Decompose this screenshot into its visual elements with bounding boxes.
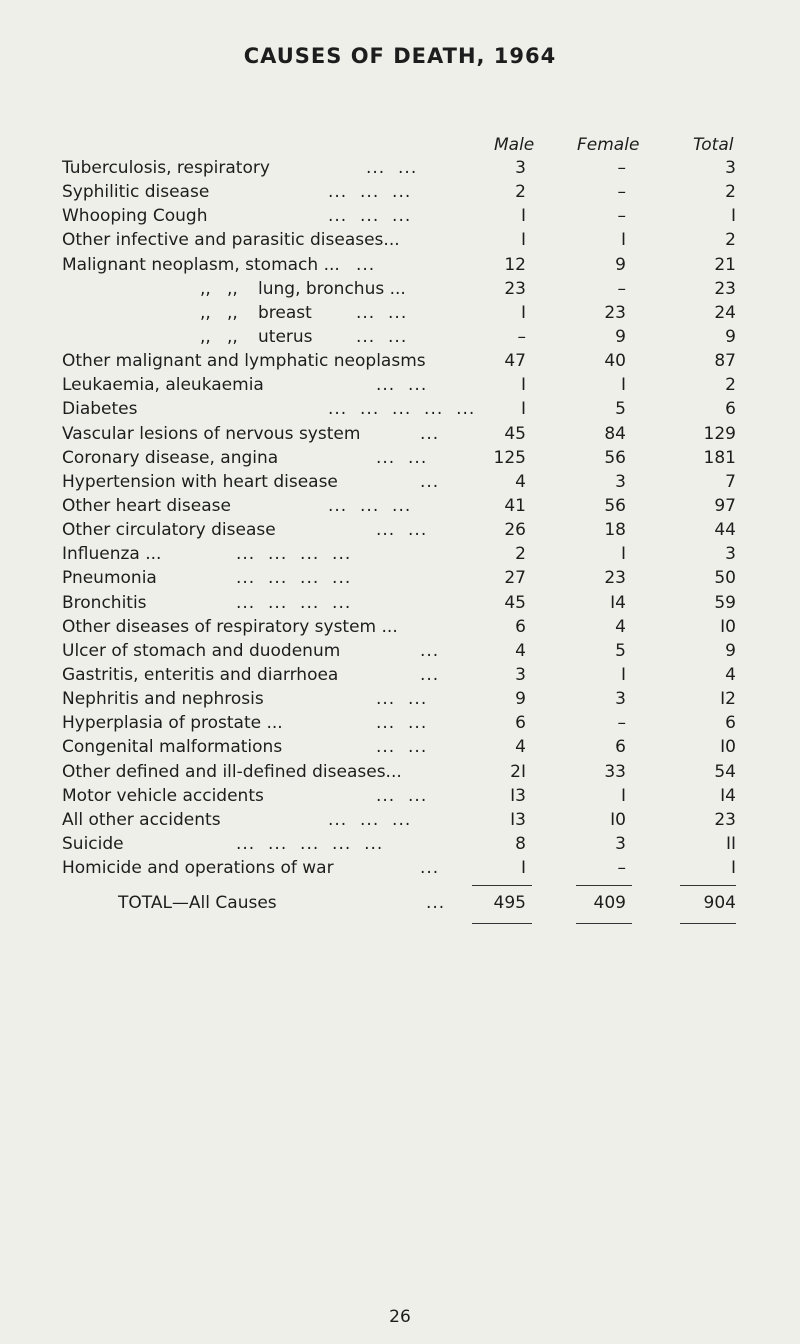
total-value: 23 bbox=[714, 278, 736, 299]
cause-label: Other malignant and lymphatic neoplasms bbox=[62, 351, 426, 372]
cause-label: Malignant neoplasm, stomach ... bbox=[62, 254, 340, 275]
male-value: I bbox=[520, 230, 526, 251]
male-value: 3 bbox=[515, 158, 526, 178]
cause-label: uterus bbox=[258, 326, 313, 347]
female-total-rule-bottom bbox=[576, 923, 632, 924]
leader-dots: ... bbox=[420, 664, 440, 685]
total-value: 21 bbox=[714, 254, 736, 275]
total-female: 409 bbox=[593, 893, 626, 913]
cause-label: Vascular lesions of nervous system bbox=[62, 423, 361, 444]
total-value: I bbox=[730, 858, 736, 879]
total-value: 9 bbox=[725, 640, 736, 661]
total-value: I0 bbox=[720, 616, 736, 637]
male-value: 26 bbox=[504, 520, 526, 541]
female-value: 3 bbox=[615, 689, 626, 710]
female-value: – bbox=[617, 206, 626, 227]
male-value: 2 bbox=[515, 544, 526, 565]
female-value: 33 bbox=[604, 761, 626, 782]
table-row bbox=[0, 760, 800, 784]
column-header-total: Total bbox=[693, 135, 734, 155]
female-value: I bbox=[620, 544, 626, 565]
table-row bbox=[0, 397, 800, 421]
female-value: 18 bbox=[604, 520, 626, 541]
table-row bbox=[0, 856, 800, 880]
total-value: 7 bbox=[725, 471, 736, 492]
table-row bbox=[0, 615, 800, 639]
female-value: 5 bbox=[615, 640, 626, 661]
total-value: 54 bbox=[714, 761, 736, 782]
cause-label: Syphilitic disease bbox=[62, 182, 210, 203]
female-value: 5 bbox=[615, 399, 626, 420]
male-value: I bbox=[520, 206, 526, 227]
total-value: 59 bbox=[714, 592, 736, 613]
female-value: 56 bbox=[604, 447, 626, 468]
male-value: 3 bbox=[515, 664, 526, 685]
male-value: I bbox=[520, 302, 526, 323]
female-value: 23 bbox=[604, 302, 626, 323]
leader-dots: ... ... ... ... bbox=[236, 568, 352, 589]
table-row bbox=[0, 446, 800, 470]
leader-dots: ... ... bbox=[376, 520, 428, 541]
leader-dots: ... ... bbox=[376, 447, 428, 468]
leader-dots: ... ... bbox=[356, 326, 408, 347]
male-value: 45 bbox=[504, 423, 526, 444]
table-row bbox=[0, 639, 800, 663]
causes-table bbox=[0, 156, 800, 880]
table-row bbox=[0, 591, 800, 615]
female-value: 56 bbox=[604, 495, 626, 516]
female-value: 23 bbox=[604, 568, 626, 589]
cause-label: Suicide bbox=[62, 833, 124, 854]
table-row bbox=[0, 349, 800, 373]
male-value: I bbox=[520, 399, 526, 420]
column-header-male: Male bbox=[494, 135, 535, 155]
total-value: 2 bbox=[725, 182, 736, 203]
cause-label: breast bbox=[258, 302, 312, 323]
column-header-female: Female bbox=[577, 135, 640, 155]
leader-dots: ... ... ... bbox=[328, 182, 412, 203]
table-row bbox=[0, 566, 800, 590]
male-value: 45 bbox=[504, 592, 526, 613]
male-value: I bbox=[520, 375, 526, 396]
page-title: CAUSES OF DEATH, 1964 bbox=[243, 44, 557, 68]
cause-label: All other accidents bbox=[62, 809, 221, 830]
leader-dots: ... ... ... ... bbox=[236, 544, 352, 565]
ditto-mark: ,, ,, bbox=[200, 326, 238, 347]
total-value: 6 bbox=[725, 399, 736, 420]
table-row bbox=[0, 180, 800, 204]
male-value: – bbox=[517, 326, 526, 347]
table-row bbox=[0, 253, 800, 277]
total-value: I0 bbox=[720, 737, 736, 758]
cause-label: Homicide and operations of war bbox=[62, 858, 334, 879]
leader-dots: ... bbox=[420, 640, 440, 661]
total-value: 181 bbox=[703, 447, 736, 468]
leader-dots: ... ... bbox=[376, 737, 428, 758]
total-value: I2 bbox=[720, 689, 736, 710]
table-row bbox=[0, 808, 800, 832]
cause-label: Other infective and parasitic diseases... bbox=[62, 230, 400, 251]
cause-label: Hyperplasia of prostate ... bbox=[62, 713, 283, 734]
table-row bbox=[0, 325, 800, 349]
female-value: – bbox=[617, 182, 626, 203]
cause-label: Other heart disease bbox=[62, 495, 231, 516]
leader-dots: ... bbox=[420, 471, 440, 492]
table-row bbox=[0, 301, 800, 325]
table-row bbox=[0, 542, 800, 566]
leader-dots: ... ... ... ... ... bbox=[236, 833, 384, 854]
female-value: I bbox=[620, 375, 626, 396]
female-value: 9 bbox=[615, 254, 626, 275]
cause-label: lung, bronchus ... bbox=[258, 278, 406, 299]
ditto-mark: ,, ,, bbox=[200, 278, 238, 299]
total-dots: ... bbox=[426, 893, 446, 913]
male-value: 4 bbox=[515, 471, 526, 492]
male-value: 41 bbox=[504, 495, 526, 516]
male-value: 12 bbox=[504, 254, 526, 275]
cause-label: Diabetes bbox=[62, 399, 138, 420]
cause-label: Tuberculosis, respiratory bbox=[62, 158, 270, 178]
leader-dots: ... ... ... bbox=[328, 206, 412, 227]
female-value: – bbox=[617, 278, 626, 299]
cause-label: Other circulatory disease bbox=[62, 520, 276, 541]
table-row bbox=[0, 784, 800, 808]
total-value: 3 bbox=[725, 158, 736, 178]
leader-dots: ... ... ... ... ... bbox=[328, 399, 476, 420]
male-value: I bbox=[520, 858, 526, 879]
total-value: 97 bbox=[714, 495, 736, 516]
male-value: 27 bbox=[504, 568, 526, 589]
total-row bbox=[0, 888, 800, 918]
female-value: I4 bbox=[610, 592, 626, 613]
table-row bbox=[0, 156, 800, 180]
female-value: 9 bbox=[615, 326, 626, 347]
table-row bbox=[0, 832, 800, 856]
cause-label: Leukaemia, aleukaemia bbox=[62, 375, 264, 396]
cause-label: Whooping Cough bbox=[62, 206, 208, 227]
male-value: 8 bbox=[515, 833, 526, 854]
total-value: 2 bbox=[725, 230, 736, 251]
cause-label: Gastritis, enteritis and diarrhoea bbox=[62, 664, 339, 685]
leader-dots: ... ... bbox=[376, 689, 428, 710]
male-total-rule-top bbox=[472, 885, 532, 886]
table-row bbox=[0, 518, 800, 542]
total-value: 44 bbox=[714, 520, 736, 541]
female-value: 4 bbox=[615, 616, 626, 637]
female-value: 6 bbox=[615, 737, 626, 758]
female-total-rule-top bbox=[576, 885, 632, 886]
total-total: 904 bbox=[703, 893, 736, 913]
female-value: 3 bbox=[615, 833, 626, 854]
male-value: 9 bbox=[515, 689, 526, 710]
female-value: 84 bbox=[604, 423, 626, 444]
leader-dots: ... ... bbox=[376, 785, 428, 806]
table-row bbox=[0, 687, 800, 711]
leader-dots: ... ... bbox=[366, 158, 418, 178]
leader-dots: ... bbox=[420, 858, 440, 879]
total-value: 2 bbox=[725, 375, 736, 396]
ditto-mark: ,, ,, bbox=[200, 302, 238, 323]
total-value: I bbox=[730, 206, 736, 227]
female-value: 40 bbox=[604, 351, 626, 372]
total-value: 3 bbox=[725, 544, 736, 565]
male-value: 125 bbox=[493, 447, 526, 468]
table-row bbox=[0, 711, 800, 735]
male-value: I3 bbox=[510, 809, 526, 830]
leader-dots: ... ... bbox=[356, 302, 408, 323]
cause-label: Nephritis and nephrosis bbox=[62, 689, 264, 710]
total-value: 24 bbox=[714, 302, 736, 323]
female-value: – bbox=[617, 158, 626, 178]
male-value: 4 bbox=[515, 640, 526, 661]
leader-dots: ... ... bbox=[376, 713, 428, 734]
female-value: I bbox=[620, 785, 626, 806]
total-value: 23 bbox=[714, 809, 736, 830]
total-value: 6 bbox=[725, 713, 736, 734]
total-value: II bbox=[725, 833, 736, 854]
male-value: 4 bbox=[515, 737, 526, 758]
table-row bbox=[0, 470, 800, 494]
leader-dots: ... ... bbox=[376, 375, 428, 396]
table-row bbox=[0, 494, 800, 518]
male-value: 23 bbox=[504, 278, 526, 299]
male-value: 2 bbox=[515, 182, 526, 203]
cause-label: Coronary disease, angina bbox=[62, 447, 279, 468]
total-value: 9 bbox=[725, 326, 736, 347]
female-value: I bbox=[620, 664, 626, 685]
male-value: 47 bbox=[504, 351, 526, 372]
female-value: I bbox=[620, 230, 626, 251]
table-row bbox=[0, 204, 800, 228]
male-value: 6 bbox=[515, 616, 526, 637]
cause-label: Motor vehicle accidents bbox=[62, 785, 264, 806]
cause-label: Other defined and ill-defined diseases... bbox=[62, 761, 402, 782]
page-number: 26 bbox=[389, 1307, 411, 1327]
cause-label: Other diseases of respiratory system ... bbox=[62, 616, 398, 637]
total-value: I4 bbox=[720, 785, 736, 806]
table-row bbox=[0, 735, 800, 759]
leader-dots: ... bbox=[420, 423, 440, 444]
female-value: I0 bbox=[610, 809, 626, 830]
cause-label: Ulcer of stomach and duodenum bbox=[62, 640, 341, 661]
male-value: I3 bbox=[510, 785, 526, 806]
male-value: 2I bbox=[510, 761, 526, 782]
total-value: 129 bbox=[703, 423, 736, 444]
male-value: 6 bbox=[515, 713, 526, 734]
cause-label: Influenza ... bbox=[62, 544, 162, 565]
table-row bbox=[0, 277, 800, 301]
cause-label: Bronchitis bbox=[62, 592, 147, 613]
cause-label: Hypertension with heart disease bbox=[62, 471, 338, 492]
leader-dots: ... ... ... bbox=[328, 809, 412, 830]
female-value: – bbox=[617, 713, 626, 734]
total-value: 50 bbox=[714, 568, 736, 589]
total-total-rule-bottom bbox=[680, 923, 736, 924]
table-row bbox=[0, 422, 800, 446]
table-row bbox=[0, 228, 800, 252]
total-total-rule-top bbox=[680, 885, 736, 886]
female-value: 3 bbox=[615, 471, 626, 492]
cause-label: Congenital malformations bbox=[62, 737, 283, 758]
table-row bbox=[0, 663, 800, 687]
total-value: 4 bbox=[725, 664, 736, 685]
cause-label: Pneumonia bbox=[62, 568, 157, 589]
leader-dots: ... ... ... bbox=[328, 495, 412, 516]
leader-dots: ... ... ... ... bbox=[236, 592, 352, 613]
male-total-rule-bottom bbox=[472, 923, 532, 924]
female-value: – bbox=[617, 858, 626, 879]
total-male: 495 bbox=[493, 893, 526, 913]
total-label: TOTAL—All Causes bbox=[118, 893, 277, 913]
leader-dots: ... bbox=[356, 254, 376, 275]
table-row bbox=[0, 373, 800, 397]
total-value: 87 bbox=[714, 351, 736, 372]
